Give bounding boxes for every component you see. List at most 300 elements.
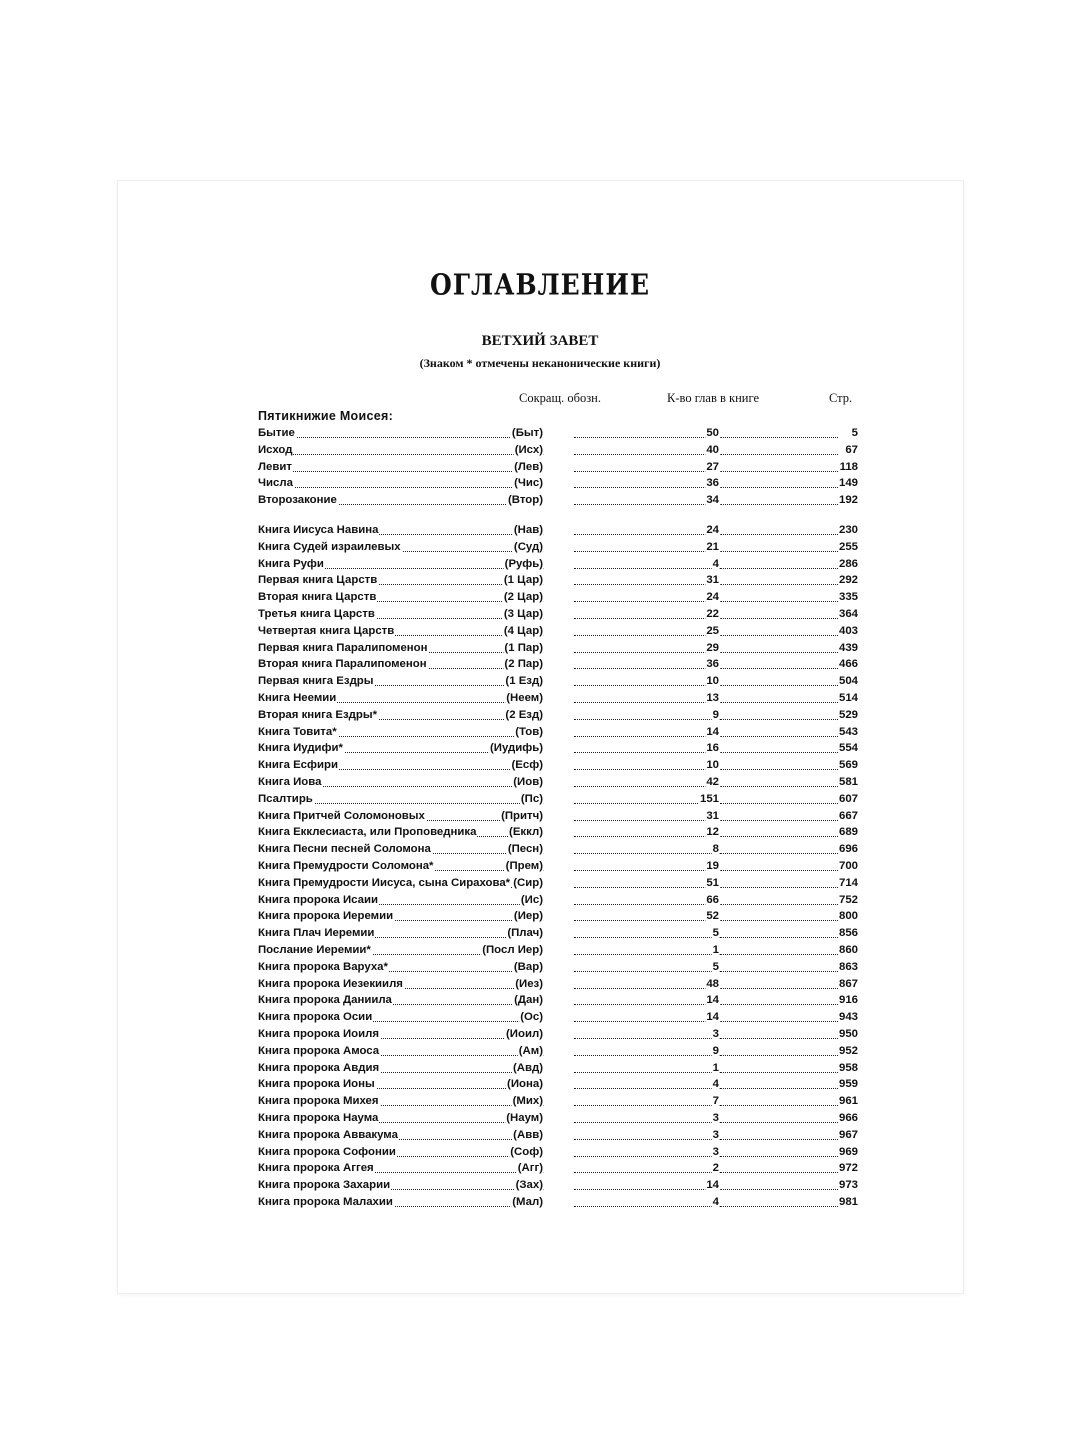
dot-leader [574, 1137, 724, 1140]
page-number: 607 [838, 791, 858, 808]
page-number: 543 [838, 724, 858, 741]
chapter-count: 36 [705, 656, 720, 673]
page-number: 860 [838, 942, 858, 959]
table-row [258, 724, 858, 741]
page-number: 335 [838, 589, 858, 606]
book-abbreviation: (Притч) [500, 808, 544, 825]
dot-leader [720, 851, 838, 854]
book-abbreviation: (Зах) [515, 1177, 544, 1194]
table-row [258, 824, 858, 841]
table-row [258, 841, 858, 858]
table-row [258, 522, 858, 539]
dot-leader [574, 485, 724, 488]
dot-leader [574, 683, 724, 686]
dot-leader [720, 834, 838, 837]
dot-leader [574, 549, 724, 552]
chapter-count: 14 [705, 724, 720, 741]
noncanonical-note: (Знаком * отмечены неканонические книги) [419, 356, 661, 370]
page-number: 959 [838, 1076, 858, 1093]
book-name: Книга пророка Софонии [258, 1144, 397, 1161]
book-abbreviation: (Есф) [511, 757, 545, 774]
book-name: Четвертая книга Царств [258, 623, 395, 640]
table-row [258, 908, 858, 925]
book-name: Книга пророка Авдия [258, 1060, 380, 1077]
chapter-count: 4 [712, 1194, 720, 1211]
dot-leader [574, 935, 724, 938]
book-abbreviation: (Втор) [507, 492, 544, 509]
chapter-count: 1 [712, 942, 720, 959]
page-number: 230 [838, 522, 858, 539]
dot-leader [720, 582, 838, 585]
book-abbreviation: (Прем) [505, 858, 544, 875]
dot-leader [720, 435, 838, 438]
chapter-count: 66 [705, 892, 720, 909]
table-row [258, 875, 858, 892]
book-name: Книга Премудрости Соломона* [258, 858, 435, 875]
table-row [258, 656, 858, 673]
table-row [258, 640, 858, 657]
dot-leader [258, 435, 544, 438]
dot-leader [720, 683, 838, 686]
dot-leader [720, 952, 838, 955]
dot-leader [574, 1103, 724, 1106]
table-row [258, 707, 858, 724]
dot-leader [720, 532, 838, 535]
page-number: 554 [838, 740, 858, 757]
table-row [258, 858, 858, 875]
dot-leader [720, 1154, 838, 1157]
dot-leader [574, 582, 724, 585]
dot-leader [574, 599, 724, 602]
book-abbreviation: (Песн) [507, 841, 544, 858]
dot-leader [720, 1137, 838, 1140]
chapter-count: 5 [712, 925, 720, 942]
book-name: Бытие [258, 425, 296, 442]
book-name: Книга пророка Даниила [258, 992, 393, 1009]
book-name: Числа [258, 475, 294, 492]
dot-leader [574, 1154, 724, 1157]
dot-leader [720, 650, 838, 653]
dot-leader [720, 549, 838, 552]
book-name: Левит [258, 459, 293, 476]
page-number: 529 [838, 707, 858, 724]
dot-leader [574, 784, 724, 787]
page-number: 286 [838, 556, 858, 573]
book-name: Книга пророка Варуха* [258, 959, 389, 976]
chapter-count: 7 [712, 1093, 720, 1110]
table-row [258, 1177, 858, 1194]
dot-leader [720, 868, 838, 871]
dot-leader [574, 566, 724, 569]
dot-leader [720, 918, 838, 921]
dot-leader [574, 650, 724, 653]
book-name: Книга пророка Захарии [258, 1177, 391, 1194]
table-row [258, 1093, 858, 1110]
dot-leader [720, 767, 838, 770]
dot-leader [574, 1187, 724, 1190]
book-name: Книга пророка Михея [258, 1093, 380, 1110]
dot-leader [720, 633, 838, 636]
page-number: 714 [838, 875, 858, 892]
book-abbreviation: (Еккл) [508, 824, 544, 841]
table-row [258, 572, 858, 589]
dot-leader [574, 834, 724, 837]
book-abbreviation: (Суд) [513, 539, 544, 556]
book-name: Книга пророка Иеремии [258, 908, 394, 925]
table-row [258, 492, 858, 509]
table-row [258, 425, 858, 442]
page-number: 967 [838, 1127, 858, 1144]
dot-leader [574, 885, 724, 888]
dot-leader [720, 784, 838, 787]
table-row [258, 1160, 858, 1177]
dot-leader [574, 1002, 724, 1005]
book-name: Первая книга Паралипоменон [258, 640, 429, 657]
chapter-count: 36 [705, 475, 720, 492]
book-name: Книга пророка Наума [258, 1110, 379, 1127]
table-row [258, 606, 858, 623]
dot-leader [574, 1120, 724, 1123]
page-number: 439 [838, 640, 858, 657]
book-name: Третья книга Царств [258, 606, 376, 623]
column-header-chapters: К-во глав в книге [667, 391, 759, 405]
page-number: 867 [838, 976, 858, 993]
book-abbreviation: (Тов) [514, 724, 544, 741]
chapter-count: 9 [712, 1043, 720, 1060]
book-abbreviation: (Чис) [513, 475, 544, 492]
book-name: Книга Притчей Соломоновых [258, 808, 426, 825]
chapter-count: 22 [705, 606, 720, 623]
page-number: 856 [838, 925, 858, 942]
page-number: 667 [838, 808, 858, 825]
table-row [258, 475, 858, 492]
dot-leader [574, 1086, 724, 1089]
table-row [258, 892, 858, 909]
dot-leader [574, 700, 724, 703]
table-row [258, 623, 858, 640]
book-name: Книга Судей израилевых [258, 539, 402, 556]
dot-leader [720, 1187, 838, 1190]
dot-leader [574, 666, 724, 669]
page-number: 952 [838, 1043, 858, 1060]
chapter-count: 12 [705, 824, 720, 841]
dot-leader [720, 885, 838, 888]
page-title: ОГЛАВЛЕНИЕ [429, 267, 651, 302]
dot-leader [574, 435, 724, 438]
book-name: Книга Песни песней Соломона [258, 841, 432, 858]
table-row [258, 1009, 858, 1026]
book-abbreviation: (Руфь) [504, 556, 544, 573]
dot-leader [574, 952, 724, 955]
page-number: 916 [838, 992, 858, 1009]
book-abbreviation: (Ис) [520, 892, 544, 909]
page-number: 192 [838, 492, 858, 509]
page-number: 973 [838, 1177, 858, 1194]
dot-leader [574, 452, 724, 455]
page-number: 504 [838, 673, 858, 690]
book-abbreviation: (2 Цар) [503, 589, 544, 606]
chapter-count: 14 [705, 992, 720, 1009]
chapter-count: 19 [705, 858, 720, 875]
dot-leader [258, 452, 544, 455]
table-row [258, 1060, 858, 1077]
column-header-page: Стр. [829, 391, 853, 405]
page-number: 961 [838, 1093, 858, 1110]
chapter-count: 40 [705, 442, 720, 459]
chapter-count: 42 [705, 774, 720, 791]
chapter-count: 151 [699, 791, 720, 808]
dot-leader [574, 986, 724, 989]
book-name: Книга Премудрости Иисуса, сына Сирахова* [258, 875, 511, 892]
dot-leader [574, 902, 724, 905]
chapter-count: 27 [705, 459, 720, 476]
book-abbreviation: (1 Езд) [504, 673, 544, 690]
chapter-count: 29 [705, 640, 720, 657]
book-abbreviation: (1 Пар) [503, 640, 544, 657]
dot-leader [720, 1002, 838, 1005]
chapter-count: 3 [712, 1144, 720, 1161]
book-name: Первая книга Царств [258, 572, 378, 589]
book-abbreviation: (Иов) [512, 774, 544, 791]
dot-leader [720, 750, 838, 753]
dot-leader [720, 1070, 838, 1073]
dot-leader [720, 485, 838, 488]
chapter-count: 3 [712, 1110, 720, 1127]
book-name: Книга пророка Исаии [258, 892, 379, 909]
dot-leader [574, 734, 724, 737]
column-header-abbr: Сокращ. обозн. [519, 391, 601, 405]
book-abbreviation: (Мал) [511, 1194, 544, 1211]
chapter-count: 4 [712, 1076, 720, 1093]
chapter-count: 2 [712, 1160, 720, 1177]
page-number: 514 [838, 690, 858, 707]
table-row [258, 942, 858, 959]
book-name: Псалтирь [258, 791, 314, 808]
book-name: Книга Иудифи* [258, 740, 344, 757]
chapter-count: 16 [705, 740, 720, 757]
dot-leader [574, 1036, 724, 1039]
chapter-count: 24 [705, 522, 720, 539]
table-row [258, 1110, 858, 1127]
table-row [258, 1194, 858, 1211]
book-name: Послание Иеремии* [258, 942, 372, 959]
book-name: Книга Иова [258, 774, 322, 791]
book-name: Книга Иисуса Навина [258, 522, 379, 539]
page-number: 752 [838, 892, 858, 909]
chapter-count: 3 [712, 1026, 720, 1043]
page-number: 950 [838, 1026, 858, 1043]
dot-leader [720, 1086, 838, 1089]
book-name: Книга Товита* [258, 724, 338, 741]
chapter-count: 10 [705, 673, 720, 690]
chapter-count: 50 [705, 425, 720, 442]
table-row [258, 1144, 858, 1161]
book-name: Второзаконие [258, 492, 338, 509]
page-number: 255 [838, 539, 858, 556]
table-row [258, 757, 858, 774]
page-number: 700 [838, 858, 858, 875]
page-number: 800 [838, 908, 858, 925]
book-abbreviation: (Иудифь) [489, 740, 544, 757]
page-number: 689 [838, 824, 858, 841]
chapter-count: 31 [705, 572, 720, 589]
book-name: Книга Екклесиаста, или Проповедника [258, 824, 477, 841]
dot-leader [720, 1120, 838, 1123]
book-name: Исход [258, 442, 293, 459]
dot-leader [720, 734, 838, 737]
dot-leader [258, 485, 544, 488]
book-abbreviation: (2 Пар) [503, 656, 544, 673]
book-abbreviation: (Иоил) [505, 1026, 544, 1043]
dot-leader [720, 502, 838, 505]
table-row [258, 459, 858, 476]
dot-leader [720, 986, 838, 989]
chapter-count: 13 [705, 690, 720, 707]
page-number: 981 [838, 1194, 858, 1211]
page-number: 943 [838, 1009, 858, 1026]
book-abbreviation: (Иона) [506, 1076, 544, 1093]
book-abbreviation: (2 Езд) [504, 707, 544, 724]
table-row [258, 791, 858, 808]
chapter-count: 34 [705, 492, 720, 509]
book-name: Книга пророка Осии [258, 1009, 373, 1026]
dot-leader [720, 1170, 838, 1173]
dot-leader [574, 969, 724, 972]
table-row [258, 1076, 858, 1093]
page-number: 972 [838, 1160, 858, 1177]
book-abbreviation: (Иез) [514, 976, 544, 993]
chapter-count: 51 [705, 875, 720, 892]
dot-leader [258, 469, 544, 472]
dot-leader [720, 700, 838, 703]
chapter-count: 52 [705, 908, 720, 925]
table-row [258, 740, 858, 757]
book-name: Книга пророка Аггея [258, 1160, 375, 1177]
table-row [258, 539, 858, 556]
chapter-count: 21 [705, 539, 720, 556]
chapter-count: 5 [712, 959, 720, 976]
dot-leader [574, 1204, 724, 1207]
book-abbreviation: (Ам) [518, 1043, 544, 1060]
table-row [258, 556, 858, 573]
dot-leader [574, 1053, 724, 1056]
chapter-count: 48 [705, 976, 720, 993]
dot-leader [720, 717, 838, 720]
dot-leader [720, 1204, 838, 1207]
table-row [258, 976, 858, 993]
book-name: Вторая книга Ездры* [258, 707, 378, 724]
table-row [258, 992, 858, 1009]
dot-leader [720, 616, 838, 619]
page-number: 5 [851, 425, 858, 442]
table-row [258, 959, 858, 976]
book-abbreviation: (Лев) [513, 459, 544, 476]
dot-leader [574, 918, 724, 921]
book-abbreviation: (1 Цар) [503, 572, 544, 589]
dot-leader [574, 851, 724, 854]
book-abbreviation: (Мих) [512, 1093, 544, 1110]
book-name: Вторая книга Паралипоменон [258, 656, 428, 673]
page-number: 364 [838, 606, 858, 623]
book-name: Книга Плач Иеремии [258, 925, 375, 942]
book-abbreviation: (Посл Иер) [481, 942, 544, 959]
table-row [258, 774, 858, 791]
chapter-count: 9 [712, 707, 720, 724]
book-name: Первая книга Ездры [258, 673, 374, 690]
page-number: 569 [838, 757, 858, 774]
dot-leader [720, 566, 838, 569]
dot-leader [574, 633, 724, 636]
chapter-count: 25 [705, 623, 720, 640]
book-abbreviation: (Плач) [506, 925, 544, 942]
table-row [258, 690, 858, 707]
dot-leader [720, 818, 838, 821]
section-heading-pentateuch: Пятикнижие Моисея: [258, 409, 394, 423]
table-row [258, 1127, 858, 1144]
book-name: Книга пророка Иоиля [258, 1026, 380, 1043]
table-row [258, 925, 858, 942]
page-number: 969 [838, 1144, 858, 1161]
dot-leader [720, 469, 838, 472]
book-abbreviation: (Вар) [513, 959, 544, 976]
dot-leader [574, 1070, 724, 1073]
book-name: Вторая книга Царств [258, 589, 377, 606]
dot-leader [574, 616, 724, 619]
chapter-count: 31 [705, 808, 720, 825]
book-name: Книга пророка Ионы [258, 1076, 376, 1093]
dot-leader [574, 469, 724, 472]
chapter-count: 4 [712, 556, 720, 573]
table-row [258, 1026, 858, 1043]
dot-leader [720, 902, 838, 905]
dot-leader [720, 1053, 838, 1056]
page-number: 958 [838, 1060, 858, 1077]
section-title-old-testament: ВЕТХИЙ ЗАВЕТ [481, 333, 599, 349]
chapter-count: 24 [705, 589, 720, 606]
dot-leader [574, 1170, 724, 1173]
page-number: 863 [838, 959, 858, 976]
table-row [258, 808, 858, 825]
book-abbreviation: (Наум) [505, 1110, 544, 1127]
page-number: 403 [838, 623, 858, 640]
book-abbreviation: (4 Цар) [503, 623, 544, 640]
book-abbreviation: (Агг) [517, 1160, 544, 1177]
dot-leader [720, 666, 838, 669]
dot-leader [574, 502, 724, 505]
dot-leader [574, 868, 724, 871]
book-abbreviation: (3 Цар) [503, 606, 544, 623]
chapter-count: 1 [712, 1060, 720, 1077]
book-abbreviation: (Соф) [509, 1144, 544, 1161]
table-row [258, 442, 858, 459]
chapter-count: 8 [712, 841, 720, 858]
page-number: 292 [838, 572, 858, 589]
page-number: 67 [844, 442, 858, 459]
book-name: Книга Неемии [258, 690, 337, 707]
book-abbreviation: (Быт) [511, 425, 544, 442]
dot-leader [574, 767, 724, 770]
dot-leader [574, 750, 724, 753]
book-abbreviation: (Авв) [512, 1127, 544, 1144]
chapter-count: 3 [712, 1127, 720, 1144]
chapter-count: 14 [705, 1177, 720, 1194]
table-row [258, 589, 858, 606]
dot-leader [574, 1019, 724, 1022]
table-row [258, 673, 858, 690]
book-name: Книга Есфири [258, 757, 339, 774]
dot-leader [720, 452, 838, 455]
table-row [258, 1043, 858, 1060]
